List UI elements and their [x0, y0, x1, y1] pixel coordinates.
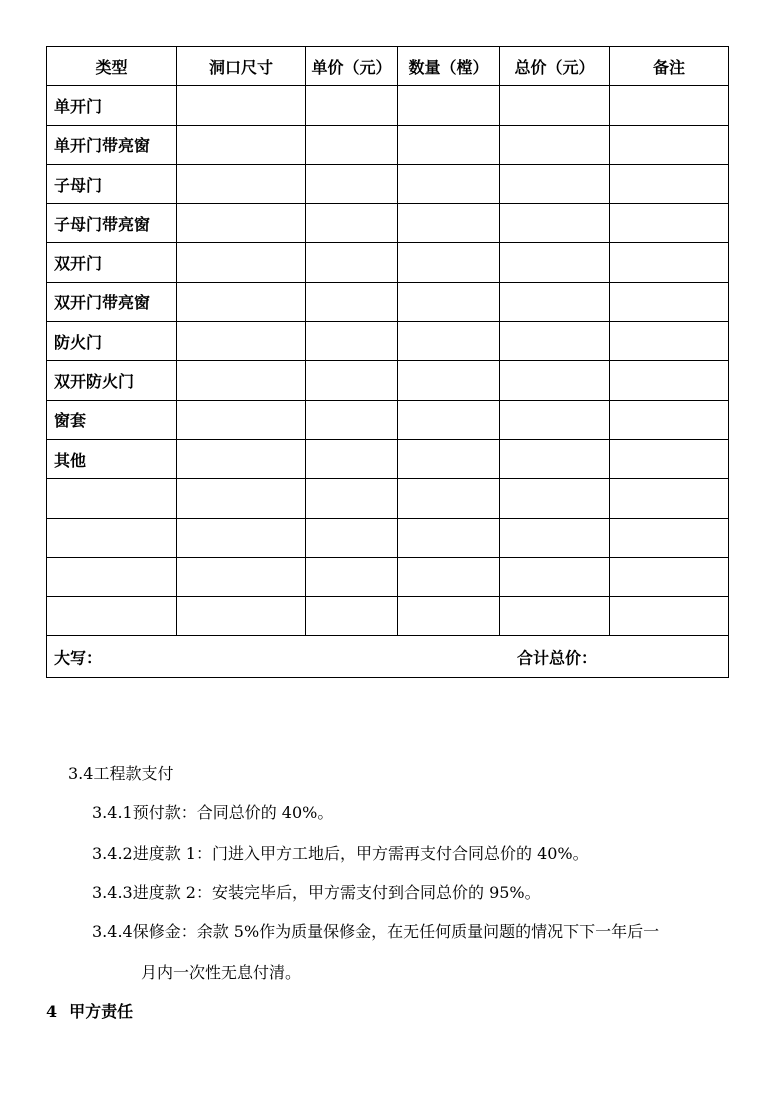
cell-remarks [610, 282, 729, 321]
payment-item-warranty: 3.4.4保修金：余款 5%作为质量保修金，在无任何质量问题的情况下下一年后一 [92, 922, 660, 941]
cell-unit-price [306, 361, 398, 400]
cell-unit-price [306, 322, 398, 361]
header-total-price: 总价（元） [500, 47, 610, 86]
section-title: 甲方责任 [69, 1002, 134, 1021]
cell-remarks [610, 125, 729, 164]
sum-total-label: 合计总价： [517, 648, 598, 668]
capital-amount-label: 大写： [54, 648, 103, 668]
table-row [47, 479, 729, 518]
section-heading [46, 999, 133, 1022]
cell-remarks [610, 439, 729, 478]
cell-opening-size [177, 164, 306, 203]
row-type-label [47, 597, 177, 636]
cell-remarks [610, 361, 729, 400]
cell-unit-price [306, 86, 398, 125]
row-type-label: 双开防火门 [47, 361, 177, 400]
row-type-label: 双开门 [47, 243, 177, 282]
table-row [47, 439, 729, 478]
table-row [47, 204, 729, 243]
cell-opening-size [177, 125, 306, 164]
cell-unit-price [306, 400, 398, 439]
cell-opening-size [177, 204, 306, 243]
cell-total-price [500, 597, 610, 636]
row-type-label: 子母门 [47, 164, 177, 203]
cell-total-price [500, 518, 610, 557]
cell-total-price [500, 322, 610, 361]
cell-total-price [500, 479, 610, 518]
row-type-label [47, 557, 177, 596]
header-remarks: 备注 [610, 47, 729, 86]
cell-unit-price [306, 164, 398, 203]
table-row [47, 322, 729, 361]
payment-item-progress-1: 3.4.2进度款 1：门进入甲方工地后，甲方需再支付合同总价的 40%。 [92, 844, 589, 863]
cell-total-price [500, 125, 610, 164]
section-number: 4 [46, 1002, 58, 1021]
cell-unit-price [306, 557, 398, 596]
cell-total-price [500, 204, 610, 243]
table-row [47, 164, 729, 203]
table-row [47, 125, 729, 164]
payment-item-warranty-continuation: 月内一次性无息付清。 [141, 963, 302, 982]
row-type-label: 单开门带亮窗 [47, 125, 177, 164]
table-row [47, 282, 729, 321]
cell-total-price [500, 400, 610, 439]
header-unit-price: 单价（元） [306, 47, 398, 86]
cell-quantity [398, 243, 500, 282]
table-row [47, 597, 729, 636]
cell-unit-price [306, 597, 398, 636]
row-type-label [47, 479, 177, 518]
table-row [47, 557, 729, 596]
cell-total-price [500, 282, 610, 321]
cell-quantity [398, 164, 500, 203]
payment-item-progress-2: 3.4.3进度款 2：安装完毕后，甲方需支付到合同总价的 95%。 [92, 883, 541, 902]
row-type-label: 双开门带亮窗 [47, 282, 177, 321]
row-type-label [47, 518, 177, 557]
header-opening-size: 洞口尺寸 [177, 47, 306, 86]
row-type-label: 单开门 [47, 86, 177, 125]
table-row [47, 518, 729, 557]
cell-opening-size [177, 86, 306, 125]
cell-unit-price [306, 479, 398, 518]
cell-quantity [398, 439, 500, 478]
cell-quantity [398, 125, 500, 164]
cell-quantity [398, 361, 500, 400]
cell-quantity [398, 518, 500, 557]
cell-total-price [500, 557, 610, 596]
cell-remarks [610, 164, 729, 203]
cell-remarks [610, 518, 729, 557]
cell-total-price [500, 164, 610, 203]
cell-opening-size [177, 479, 306, 518]
cell-remarks [610, 243, 729, 282]
header-quantity: 数量（樘） [398, 47, 500, 86]
cell-remarks [610, 479, 729, 518]
cell-quantity [398, 282, 500, 321]
cell-quantity [398, 400, 500, 439]
cell-opening-size [177, 439, 306, 478]
cell-unit-price [306, 282, 398, 321]
table-row [47, 243, 729, 282]
cell-remarks [610, 557, 729, 596]
cell-quantity [398, 479, 500, 518]
cell-opening-size [177, 400, 306, 439]
row-type-label: 防火门 [47, 322, 177, 361]
payment-heading: 3.4工程款支付 [68, 764, 174, 783]
table-row [47, 361, 729, 400]
cell-opening-size [177, 361, 306, 400]
cell-opening-size [177, 557, 306, 596]
cell-unit-price [306, 204, 398, 243]
table-total-row [47, 636, 729, 678]
cell-remarks [610, 322, 729, 361]
cell-quantity [398, 557, 500, 596]
cell-total-price [500, 243, 610, 282]
cell-total-price [500, 361, 610, 400]
cell-total-price [500, 439, 610, 478]
header-type: 类型 [47, 47, 177, 86]
cell-quantity [398, 204, 500, 243]
cell-unit-price [306, 518, 398, 557]
table-row [47, 86, 729, 125]
cell-unit-price [306, 439, 398, 478]
cell-quantity [398, 86, 500, 125]
cell-unit-price [306, 243, 398, 282]
cell-opening-size [177, 282, 306, 321]
cell-quantity [398, 597, 500, 636]
cell-unit-price [306, 125, 398, 164]
row-type-label: 子母门带亮窗 [47, 204, 177, 243]
payment-item-advance: 3.4.1预付款：合同总价的 40%。 [92, 803, 334, 822]
row-type-label: 其他 [47, 439, 177, 478]
cell-remarks [610, 400, 729, 439]
cell-opening-size [177, 243, 306, 282]
cell-opening-size [177, 518, 306, 557]
table-row [47, 400, 729, 439]
cell-total-price [500, 86, 610, 125]
cell-remarks [610, 204, 729, 243]
door-price-table [46, 46, 729, 678]
table-header-row [47, 47, 729, 86]
cell-remarks [610, 597, 729, 636]
cell-remarks [610, 86, 729, 125]
cell-quantity [398, 322, 500, 361]
cell-opening-size [177, 322, 306, 361]
cell-opening-size [177, 597, 306, 636]
total-cell [47, 636, 729, 678]
row-type-label: 窗套 [47, 400, 177, 439]
